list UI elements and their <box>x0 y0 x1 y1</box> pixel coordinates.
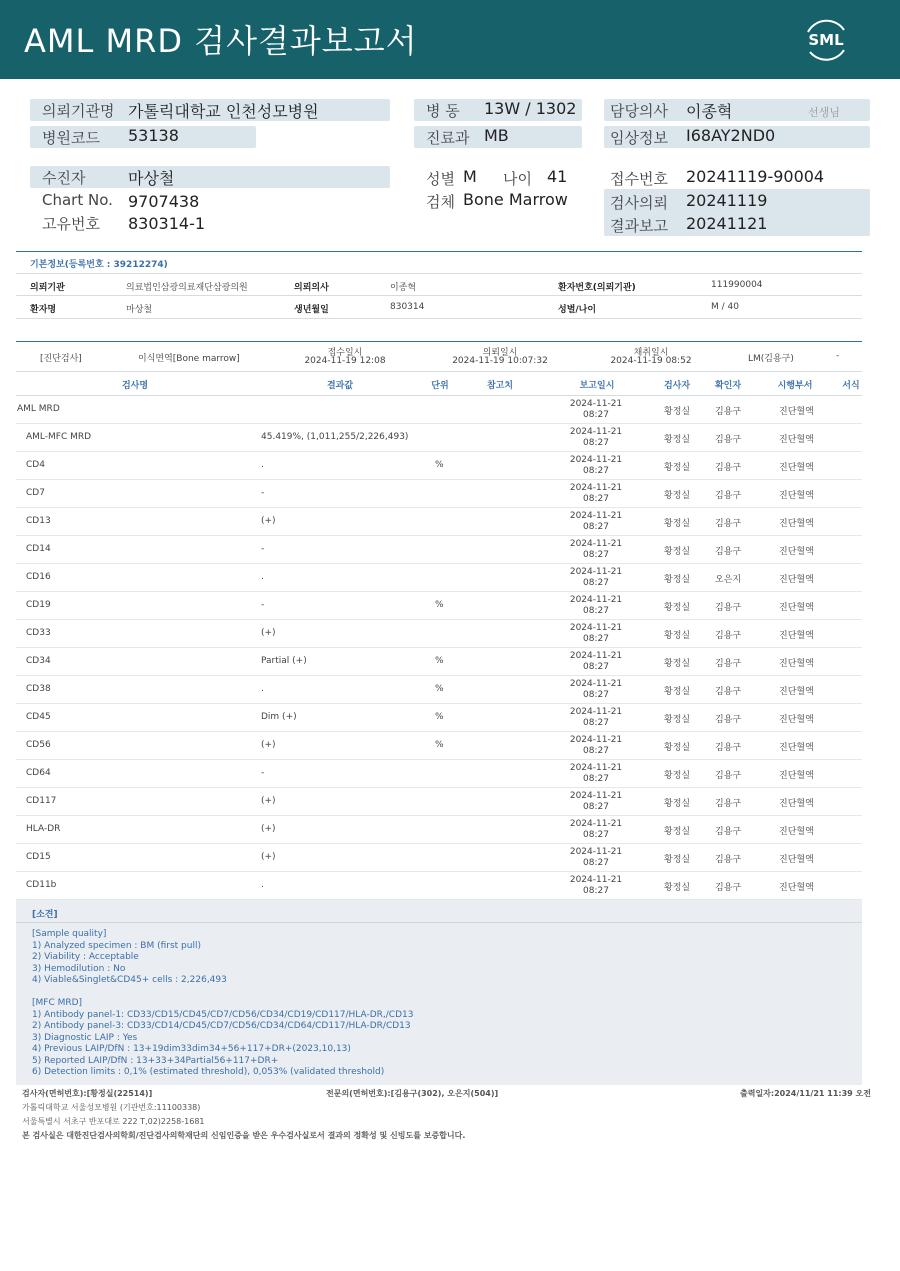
result-label: 결과보고 <box>610 217 668 235</box>
receipt-value: 20241119-90004 <box>686 167 825 186</box>
table-row <box>16 564 862 592</box>
row-dept: 진단혈액 <box>779 687 814 697</box>
coll-label: 채취일시 <box>633 348 669 358</box>
row-result: - <box>261 488 265 498</box>
row-date: 2024-11-21 <box>569 623 623 633</box>
row-name: AML MRD <box>17 404 60 414</box>
row-tester: 황정실 <box>664 519 691 529</box>
table-row <box>16 676 862 704</box>
row-tester: 황정실 <box>664 687 691 697</box>
recv-label: 접수일시 <box>327 348 363 358</box>
row-unit: % <box>435 600 444 610</box>
basic-divider-1 <box>16 273 862 274</box>
row-checker: 김용구 <box>715 547 742 557</box>
row-date: 2024-11-21 <box>569 567 623 577</box>
basic-r2-l3: 성별/나이 <box>558 305 597 315</box>
row-tester: 황정실 <box>664 799 691 809</box>
table-header-line <box>16 371 862 372</box>
row-checker: 오은지 <box>715 575 742 585</box>
row-result: (+) <box>261 516 276 526</box>
footer-notice: 본 검사실은 대한진단검사의학회/진단검사의학재단의 신임인증을 받은 우수검사실로서 결과의 정확성 및 신빙도를 보증합니다. <box>22 1131 466 1140</box>
col-reported: 보고일시 <box>579 381 615 391</box>
patient-value: 마상철 <box>128 169 175 188</box>
sex-value: M <box>463 167 477 186</box>
findings-line: 4) Viable&Singlet&CD45+ cells : 2,226,493 <box>32 975 227 985</box>
row-tester: 황정실 <box>664 547 691 557</box>
row-dept: 진단혈액 <box>779 435 814 445</box>
ward-label: 병 동 <box>426 102 460 120</box>
row-result: . <box>261 684 264 694</box>
basic-title: 기본정보(등록번호 : 39212274) <box>30 260 168 270</box>
table-row <box>16 816 862 844</box>
basic-l1: 의뢰기관 <box>30 283 65 293</box>
row-name: CD38 <box>26 684 51 694</box>
row-checker: 김용구 <box>715 827 742 837</box>
row-name: CD34 <box>26 656 51 666</box>
row-result: - <box>261 768 265 778</box>
basic-v2: 이종혁 <box>390 283 417 293</box>
table-row <box>16 648 862 676</box>
chart-value: 9707438 <box>128 192 200 211</box>
age-value: 41 <box>547 167 568 186</box>
row-result: . <box>261 880 264 890</box>
request-label: 검사의뢰 <box>610 194 668 212</box>
age-label: 나이 <box>503 170 532 188</box>
chart-label: Chart No. <box>42 191 113 209</box>
row-checker: 김용구 <box>715 771 742 781</box>
table-row <box>16 620 862 648</box>
table-row <box>16 732 862 760</box>
row-time: 08:27 <box>583 662 609 672</box>
row-date: 2024-11-21 <box>569 791 623 801</box>
row-dept: 진단혈액 <box>779 855 814 865</box>
row-checker: 김용구 <box>715 463 742 473</box>
row-name: CD45 <box>26 712 51 722</box>
row-time: 08:27 <box>583 606 609 616</box>
row-time: 08:27 <box>583 550 609 560</box>
row-tester: 황정실 <box>664 771 691 781</box>
footer-hospital: 가톨릭대학교 서울성모병원 (기관번호:11100338) <box>22 1103 201 1112</box>
row-result: (+) <box>261 740 276 750</box>
row-tester: 황정실 <box>664 491 691 501</box>
findings-line: 1) Antibody panel-1: CD33/CD15/CD45/CD7/CD56/CD34/CD19/CD117/HLA-DR,/CD13 <box>32 1009 414 1020</box>
row-date: 2024-11-21 <box>569 819 623 829</box>
row-date: 2024-11-21 <box>569 427 623 437</box>
row-dept: 진단혈액 <box>779 407 814 417</box>
row-result: (+) <box>261 852 276 862</box>
coll-value: 2024-11-19 08:52 <box>610 356 692 366</box>
row-name: CD33 <box>26 628 51 638</box>
row-checker: 김용구 <box>715 883 742 893</box>
row-dept: 진단혈액 <box>779 463 814 473</box>
row-date: 2024-11-21 <box>569 455 623 465</box>
exam-lm: LM(김용구) <box>748 354 794 364</box>
table-row <box>16 424 862 452</box>
basic-r2-v3: M / 40 <box>711 302 739 312</box>
row-dept: 진단혈액 <box>779 743 814 753</box>
basic-l2: 의뢰의사 <box>294 283 329 293</box>
row-time: 08:27 <box>583 830 609 840</box>
clinical-label: 임상정보 <box>610 129 668 147</box>
row-time: 08:27 <box>583 466 609 476</box>
row-checker: 김용구 <box>715 519 742 529</box>
row-tester: 황정실 <box>664 463 691 473</box>
row-dept: 진단혈액 <box>779 799 814 809</box>
row-unit: % <box>435 684 444 694</box>
col-dept: 시행부서 <box>777 381 813 391</box>
row-dept: 진단혈액 <box>779 519 814 529</box>
institution-label: 의뢰기관명 <box>42 102 115 120</box>
findings-line: 6) Detection limits : 0,1% (estimated threshold), 0,053% (validated threshold) <box>32 1067 385 1077</box>
row-unit: % <box>435 656 444 666</box>
row-name: CD16 <box>26 572 51 582</box>
sex-label: 성별 <box>426 170 455 188</box>
receipt-label: 접수번호 <box>610 170 668 188</box>
col-form: 서식 <box>842 381 860 391</box>
table-row <box>16 480 862 508</box>
row-date: 2024-11-21 <box>569 511 623 521</box>
findings-line <box>32 987 413 999</box>
row-time: 08:27 <box>583 718 609 728</box>
table-row <box>16 592 862 620</box>
sml-logo <box>800 14 852 66</box>
row-checker: 김용구 <box>715 715 742 725</box>
req-value: 2024-11-19 10:07:32 <box>452 356 548 366</box>
report-title: AML MRD 검사결과보고서 <box>24 22 418 60</box>
findings-line: [Sample quality] <box>32 929 107 939</box>
row-checker: 김용구 <box>715 491 742 501</box>
findings-line: 5) Reported LAIP/DfN : 13+33+34Partial56+117+DR+ <box>32 1055 279 1066</box>
row-name: CD11b <box>26 880 57 890</box>
findings-line: [MFC MRD] <box>32 998 83 1008</box>
row-result: - <box>261 600 265 610</box>
col-tester: 검사자 <box>663 381 691 391</box>
row-time: 08:27 <box>583 410 609 420</box>
table-row <box>16 452 862 480</box>
col-ref: 참고치 <box>486 381 514 391</box>
row-date: 2024-11-21 <box>569 651 623 661</box>
row-date: 2024-11-21 <box>569 707 623 717</box>
table-row <box>16 396 862 424</box>
request-value: 20241119 <box>686 191 768 210</box>
row-checker: 김용구 <box>715 743 742 753</box>
table-row <box>16 872 862 900</box>
row-dept: 진단혈액 <box>779 631 814 641</box>
row-checker: 김용구 <box>715 603 742 613</box>
row-checker: 김용구 <box>715 659 742 669</box>
row-dept: 진단혈액 <box>779 827 814 837</box>
row-tester: 황정실 <box>664 883 691 893</box>
row-dept: 진단혈액 <box>779 715 814 725</box>
row-time: 08:27 <box>583 774 609 784</box>
row-tester: 황정실 <box>664 435 691 445</box>
row-time: 08:27 <box>583 522 609 532</box>
row-time: 08:27 <box>583 802 609 812</box>
row-checker: 김용구 <box>715 435 742 445</box>
patient-label: 수진자 <box>42 169 86 187</box>
row-checker: 김용구 <box>715 687 742 697</box>
ward-value: 13W / 1302 <box>484 99 577 118</box>
row-time: 08:27 <box>583 886 609 896</box>
row-date: 2024-11-21 <box>569 539 623 549</box>
findings-line: 3) Diagnostic LAIP : Yes <box>32 1032 138 1043</box>
exam-dash: - <box>836 351 840 361</box>
clinical-value: I68AY2ND0 <box>686 126 776 145</box>
basic-r2-v2: 830314 <box>390 302 425 312</box>
basic-r2-l1: 환자명 <box>30 305 57 315</box>
specimen-value: Bone Marrow <box>463 190 568 209</box>
row-time: 08:27 <box>583 438 609 448</box>
row-time: 08:27 <box>583 634 609 644</box>
row-name: AML-MFC MRD <box>26 432 92 442</box>
recv-value: 2024-11-19 12:08 <box>304 356 386 366</box>
basic-top-line <box>16 251 862 252</box>
footer-specialist: 전문의(면허번호):[김용구(302), 오은지(504)] <box>326 1089 499 1098</box>
row-name: CD117 <box>26 796 57 806</box>
unique-label: 고유번호 <box>42 215 100 233</box>
row-date: 2024-11-21 <box>569 763 623 773</box>
row-name: CD56 <box>26 740 51 750</box>
row-name: HLA-DR <box>26 824 61 834</box>
row-dept: 진단혈액 <box>779 603 814 613</box>
row-dept: 진단혈액 <box>779 575 814 585</box>
row-tester: 황정실 <box>664 827 691 837</box>
footer-tester: 검사자(면허번호):[황정실(22514)] <box>22 1089 153 1098</box>
row-date: 2024-11-21 <box>569 595 623 605</box>
row-date: 2024-11-21 <box>569 875 623 885</box>
row-date: 2024-11-21 <box>569 399 623 409</box>
table-row <box>16 844 862 872</box>
row-tester: 황정실 <box>664 743 691 753</box>
findings-line: 2) Viability : Acceptable <box>32 952 139 962</box>
row-name: CD4 <box>26 460 45 470</box>
exam-category: [진단검사] <box>40 354 82 364</box>
unique-value: 830314-1 <box>128 214 206 233</box>
findings-text <box>32 929 413 1079</box>
row-result: Partial (+) <box>261 656 307 666</box>
row-unit: % <box>435 460 444 470</box>
hospital-code-label: 병원코드 <box>42 129 100 147</box>
col-name: 검사명 <box>121 381 149 391</box>
basic-r2-l2: 생년월일 <box>294 305 329 315</box>
doctor-label: 담당의사 <box>610 102 668 120</box>
row-time: 08:27 <box>583 858 609 868</box>
row-checker: 김용구 <box>715 799 742 809</box>
row-dept: 진단혈액 <box>779 659 814 669</box>
col-checker: 확인자 <box>714 381 742 391</box>
table-row <box>16 760 862 788</box>
findings-line: 4) Previous LAIP/DfN : 13+19dim33dim34+56+117+DR+(2023,10,13) <box>32 1044 351 1054</box>
row-tester: 황정실 <box>664 855 691 865</box>
table-row <box>16 704 862 732</box>
basic-v3: 111990004 <box>711 280 763 290</box>
result-value: 20241121 <box>686 214 768 233</box>
table-row <box>16 508 862 536</box>
row-result: . <box>261 460 264 470</box>
exam-top-line <box>16 341 862 342</box>
row-tester: 황정실 <box>664 715 691 725</box>
row-tester: 황정실 <box>664 631 691 641</box>
logo-text: SML <box>808 31 844 49</box>
row-tester: 황정실 <box>664 603 691 613</box>
dept-value: MB <box>484 126 509 145</box>
basic-v1: 의료법인삼광의료재단삼광의원 <box>126 283 248 293</box>
col-unit: 단위 <box>431 381 449 391</box>
dept-label: 진료과 <box>426 129 470 147</box>
row-date: 2024-11-21 <box>569 679 623 689</box>
doctor-value: 이종혁 <box>686 102 733 121</box>
row-result: . <box>261 572 264 582</box>
basic-l3: 환자번호(의뢰기관) <box>558 283 636 293</box>
row-time: 08:27 <box>583 494 609 504</box>
row-unit: % <box>435 740 444 750</box>
table-row <box>16 788 862 816</box>
row-result: (+) <box>261 824 276 834</box>
findings-title: [소견] <box>32 910 58 920</box>
hospital-code-value: 53138 <box>128 126 179 145</box>
row-result: Dim (+) <box>261 712 297 722</box>
findings-line: 3) Hemodilution : No <box>32 963 126 974</box>
row-name: CD19 <box>26 600 51 610</box>
row-dept: 진단혈액 <box>779 491 814 501</box>
row-result: (+) <box>261 796 276 806</box>
footer-printed: 출력일자:2024/11/21 11:39 오전 <box>740 1089 871 1098</box>
basic-divider-2 <box>16 295 862 296</box>
row-date: 2024-11-21 <box>569 483 623 493</box>
row-dept: 진단혈액 <box>779 547 814 557</box>
row-name: CD64 <box>26 768 51 778</box>
row-name: CD13 <box>26 516 51 526</box>
findings-line: 1) Analyzed specimen : BM (first pull) <box>32 940 201 951</box>
row-date: 2024-11-21 <box>569 735 623 745</box>
row-date: 2024-11-21 <box>569 847 623 857</box>
findings-line: 2) Antibody panel-3: CD33/CD14/CD45/CD7/CD56/CD34/CD64/CD117/HLA-DR/CD13 <box>32 1021 411 1031</box>
row-result: - <box>261 544 265 554</box>
table-row <box>16 536 862 564</box>
doctor-suffix: 선생님 <box>808 106 840 119</box>
row-tester: 황정실 <box>664 659 691 669</box>
exam-name: 이식면역[Bone marrow] <box>138 354 240 364</box>
row-checker: 김용구 <box>715 407 742 417</box>
row-result: 45.419%, (1,011,255/2,226,493) <box>261 432 409 442</box>
row-checker: 김용구 <box>715 631 742 641</box>
row-tester: 황정실 <box>664 407 691 417</box>
req-label: 의뢰일시 <box>482 348 518 358</box>
col-result: 결과값 <box>326 381 354 391</box>
findings-divider <box>16 922 862 923</box>
basic-r2-v1: 마상철 <box>126 305 153 315</box>
specimen-label: 검체 <box>426 193 455 211</box>
row-result: (+) <box>261 628 276 638</box>
row-unit: % <box>435 712 444 722</box>
footer-address: 서울특별시 서초구 반포대로 222 T,02)2258-1681 <box>22 1117 205 1126</box>
basic-divider-3 <box>16 318 862 319</box>
row-dept: 진단혈액 <box>779 883 814 893</box>
institution-value: 가톨릭대학교 인천성모병원 <box>128 102 319 121</box>
row-name: CD15 <box>26 852 51 862</box>
row-time: 08:27 <box>583 578 609 588</box>
row-checker: 김용구 <box>715 855 742 865</box>
row-tester: 황정실 <box>664 575 691 585</box>
row-name: CD7 <box>26 488 45 498</box>
row-time: 08:27 <box>583 690 609 700</box>
row-dept: 진단혈액 <box>779 771 814 781</box>
row-time: 08:27 <box>583 746 609 756</box>
row-name: CD14 <box>26 544 51 554</box>
